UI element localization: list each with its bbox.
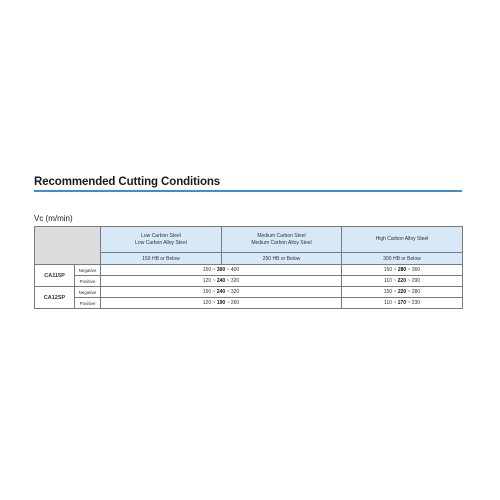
corner-cell bbox=[35, 227, 101, 265]
speed-range-high: 110 ~ 220 ~ 290 bbox=[342, 276, 463, 287]
insert-type: Negative bbox=[75, 265, 101, 276]
speed-range-low-medium: 120 ~ 190 ~ 260 bbox=[101, 298, 342, 309]
table-row bbox=[35, 276, 463, 287]
speed-range-low-medium: 150 ~ 300 ~ 400 bbox=[101, 265, 342, 276]
table-row bbox=[35, 298, 463, 309]
cutting-conditions-table bbox=[34, 226, 463, 309]
section-title: Recommended Cutting Conditions bbox=[34, 176, 221, 188]
column-header-medium-carbon bbox=[222, 227, 342, 253]
speed-range-high: 110 ~ 170 ~ 230 bbox=[342, 298, 463, 309]
table-row bbox=[35, 265, 463, 276]
table-row bbox=[35, 287, 463, 298]
speed-range-high: 150 ~ 280 ~ 360 bbox=[342, 265, 463, 276]
column-header-line: Low Carbon Steel bbox=[141, 232, 181, 239]
tool-name: CA12SP bbox=[35, 287, 75, 309]
column-header-low-carbon bbox=[101, 227, 222, 253]
column-header-line: Medium Carbon Steel bbox=[257, 232, 306, 239]
speed-range-high: 150 ~ 220 ~ 280 bbox=[342, 287, 463, 298]
unit-label: Vc (m/min) bbox=[34, 214, 73, 223]
insert-type: Negative bbox=[75, 287, 101, 298]
title-underline bbox=[34, 190, 462, 192]
speed-range-low-medium: 120 ~ 240 ~ 320 bbox=[101, 276, 342, 287]
column-header-line: Medium Carbon Alloy Steel bbox=[251, 239, 312, 246]
hardness-high-carbon: 300 HB or Below bbox=[342, 253, 463, 265]
insert-type: Positive bbox=[75, 298, 101, 309]
tool-name: CA115P bbox=[35, 265, 75, 287]
speed-range-low-medium: 150 ~ 240 ~ 320 bbox=[101, 287, 342, 298]
insert-type: Positive bbox=[75, 276, 101, 287]
hardness-medium-carbon: 250 HB or Below bbox=[222, 253, 342, 265]
column-header-line: High Carbon Alloy Steel bbox=[375, 236, 429, 242]
column-header-line: Low Carbon Alloy Steel bbox=[135, 239, 187, 246]
column-header-high-carbon bbox=[342, 227, 463, 253]
hardness-low-carbon: 150 HB or Below bbox=[101, 253, 222, 265]
